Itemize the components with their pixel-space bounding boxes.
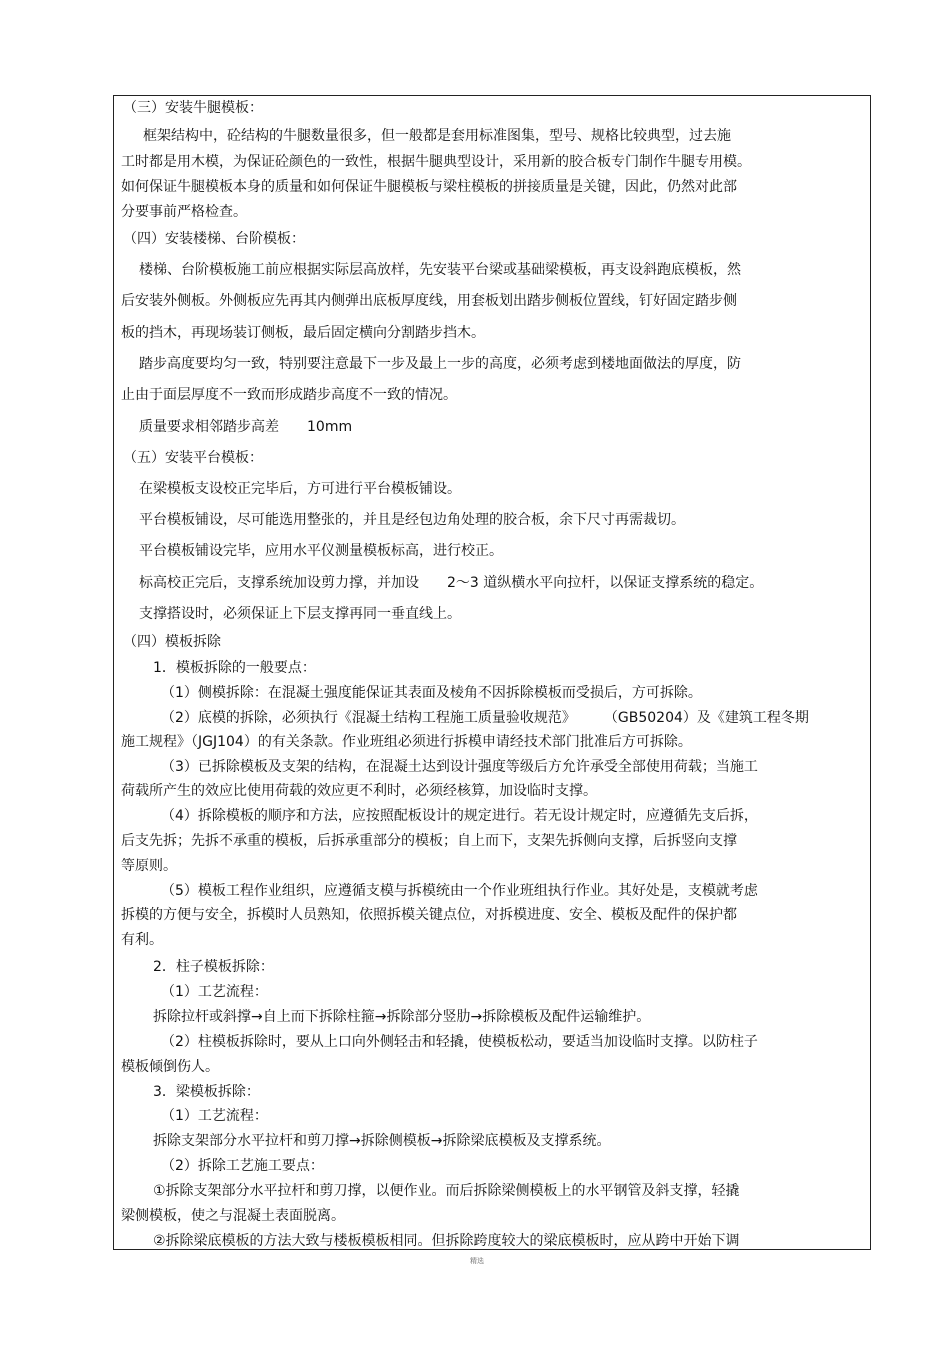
- text-line: （4）拆除模板的顺序和方法，应按照配板设计的规定进行。若无设计规定时，应遵循先支后拆，: [161, 808, 758, 824]
- text-line: 拆除支架部分水平拉杆和剪刀撑→拆除侧模板→拆除梁底模板及支撑系统。: [153, 1133, 611, 1149]
- text-line: （2）柱模板拆除时，要从上口向外侧轻击和轻撬，使模板松动，要适当加设临时支撑。以防柱子: [161, 1034, 758, 1050]
- text-line: 工时都是用木模，为保证砼颜色的一致性，根据牛腿典型设计，采用新的胶合板专门制作牛腿专用模。: [121, 154, 751, 170]
- text-line: ②拆除梁底模板的方法大致与楼板模板相同。但拆除跨度较大的梁底模板时，应从跨中开始下调: [153, 1233, 740, 1249]
- text-line: （三）安装牛腿模板：: [123, 100, 263, 116]
- text-line: （四）模板拆除: [123, 634, 221, 650]
- text-line: 梁侧模板，使之与混凝土表面脱离。: [121, 1208, 345, 1224]
- text-line: （5）模板工程作业组织，应遵循支模与拆模统由一个作业班组执行作业。其好处是，支模就考虑: [161, 883, 758, 899]
- text-line: 1．模板拆除的一般要点：: [153, 660, 316, 676]
- text-line: 拆除拉杆或斜撑→自上而下拆除柱箍→拆除部分竖肋→拆除模板及配件运输维护。: [153, 1009, 651, 1025]
- text-line: 板的挡木，再现场装订侧板，最后固定横向分割踏步挡木。: [121, 325, 485, 341]
- text-line: 模板倾倒伤人。: [121, 1059, 219, 1075]
- text-line: 施工规程》（JGJ104）的有关条款。作业班组必须进行拆模申请经技术部门批准后方可拆除。: [121, 734, 692, 750]
- text-line: 后支先拆；先拆不承重的模板，后拆承重部分的模板；自上而下，支架先拆侧向支撑，后拆竖向支撑: [121, 833, 737, 849]
- text-line: 等原则。: [121, 858, 177, 874]
- text-line: ①拆除支架部分水平拉杆和剪刀撑，以便作业。而后拆除梁侧模板上的水平钢管及斜支撑，轻撬: [153, 1183, 740, 1199]
- text-line: 拆模的方便与安全，拆模时人员熟知，依照拆模关键点位，对拆模进度、安全、模板及配件的保护都: [121, 907, 737, 923]
- text-line: 止由于面层厚度不一致而形成踏步高度不一致的情况。: [121, 387, 457, 403]
- text-line: （3）已拆除模板及支架的结构，在混凝土达到设计强度等级后方允许承受全部使用荷载；当施工: [161, 759, 758, 775]
- text-line: 踏步高度要均匀一致，特别要注意最下一步及最上一步的高度，必须考虑到楼地面做法的厚度，防: [139, 356, 741, 372]
- page-footer-mark: 精选: [470, 1257, 484, 1265]
- text-line: （五）安装平台模板：: [123, 450, 263, 466]
- text-line: 2．柱子模板拆除：: [153, 959, 274, 975]
- text-line: （1）工艺流程：: [161, 1108, 268, 1124]
- text-line: 分要事前严格检查。: [121, 204, 247, 220]
- text-line: 如何保证牛腿模板本身的质量和如何保证牛腿模板与梁柱模板的拼接质量是关键，因此，仍然对此部: [121, 179, 737, 195]
- text-line: 3．梁模板拆除：: [153, 1084, 260, 1100]
- text-line: 平台模板铺设完毕，应用水平仪测量模板标高，进行校正。: [139, 543, 503, 559]
- text-line: （1）侧模拆除：在混凝土强度能保证其表面及棱角不因拆除模板而受损后，方可拆除。: [161, 685, 702, 701]
- text-line: 后安装外侧板。外侧板应先再其内侧弹出底板厚度线，用套板划出踏步侧板位置线，钉好固定踏步侧: [121, 293, 737, 309]
- text-line: 荷载所产生的效应比使用荷载的效应更不利时，必须经核算，加设临时支撑。: [121, 783, 597, 799]
- text-line: 有利。: [121, 932, 163, 948]
- text-line: （四）安装楼梯、台阶模板：: [123, 231, 305, 247]
- text-line: 标高校正完后，支撑系统加设剪力撑，并加设 2～3 道纵横水平向拉杆，以保证支撑系统的稳定。: [139, 575, 764, 591]
- text-line: （2）底模的拆除，必须执行《混凝土结构工程施工质量验收规范》 （GB50204）及《建筑工程冬期: [161, 710, 809, 726]
- text-line: 平台模板铺设，尽可能选用整张的，并且是经包边角处理的胶合板，余下尺寸再需裁切。: [139, 512, 685, 528]
- text-line: 质量要求相邻踏步高差 10mm: [139, 419, 353, 435]
- text-line: 支撑搭设时，必须保证上下层支撑再同一垂直线上。: [139, 606, 461, 622]
- text-line: 楼梯、台阶模板施工前应根据实际层高放样，先安装平台梁或基础梁模板，再支设斜跑底模板，然: [139, 262, 741, 278]
- text-line: （2）拆除工艺施工要点：: [161, 1158, 324, 1174]
- text-line: （1）工艺流程：: [161, 984, 268, 1000]
- text-line: 框架结构中，砼结构的牛腿数量很多，但一般都是套用标准图集，型号、规格比较典型，过去施: [143, 128, 731, 144]
- text-line: 在梁模板支设校正完毕后，方可进行平台模板铺设。: [139, 481, 461, 497]
